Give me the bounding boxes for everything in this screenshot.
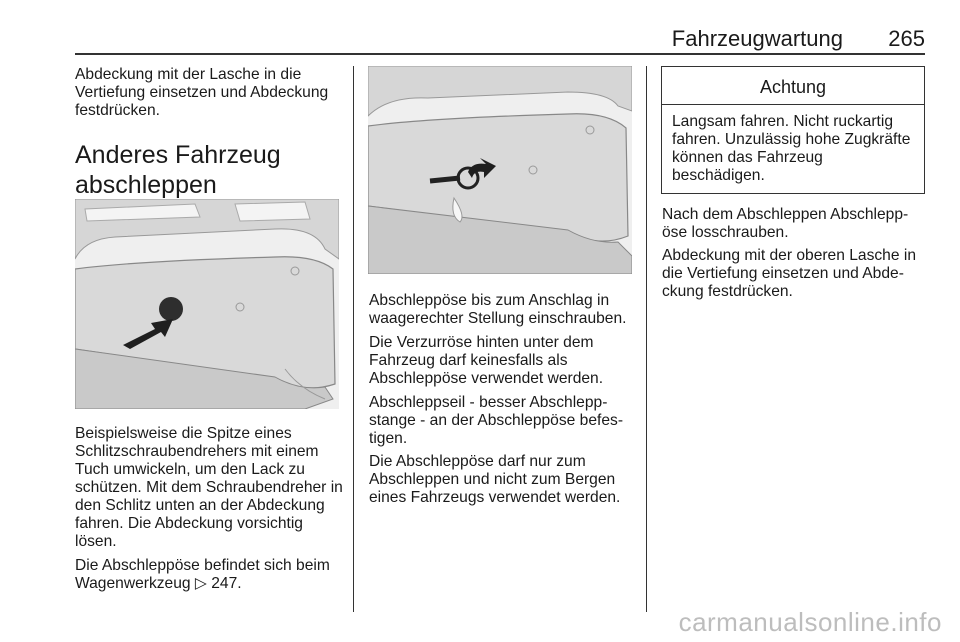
lashing-eye-warning-paragraph: Die Verzurröse hinten unter dem Fahrzeug darf keinesfalls als Abschleppöse verwendet werden.	[369, 334, 604, 387]
tool-location-text: Die Abschleppöse befindet sich beim Wagenwerkzeug	[75, 557, 330, 592]
tow-rope-paragraph: Abschleppseil - besser Abschleppstange - an der Abschleppöse befestigen.	[369, 394, 624, 447]
towing-eye-drawing	[368, 66, 632, 274]
column-divider-1	[353, 66, 354, 612]
caution-text: Langsam fahren. Nicht ruckartig fahren. Unzulässig hohe Zugkräfte können das Fahrzeug beschädigen.	[672, 113, 911, 184]
unscrew-paragraph: Nach dem Abschleppen Abschleppöse losschrauben.	[662, 206, 909, 241]
watermark: carmanualsonline.info	[678, 607, 942, 637]
column-divider-2	[646, 66, 647, 612]
page-reference-arrow-icon: ▷	[194, 575, 207, 592]
reinstall-cover-paragraph: Abdeckung mit der oberen Lasche in die Vertiefung einsetzen und Abdeckung festdrücken.	[662, 247, 916, 300]
intro-paragraph: Abdeckung mit der Lasche in die Vertiefung einsetzen und Abdeckung festdrücken.	[75, 66, 329, 119]
header-rule	[75, 53, 925, 55]
caution-box	[661, 66, 925, 194]
caution-title: Achtung	[662, 67, 924, 105]
car-rear-bumper-drawing	[75, 199, 339, 409]
towing-eye-illustration	[368, 66, 632, 274]
cover-removal-illustration	[75, 199, 339, 409]
tool-location-paragraph	[75, 557, 347, 593]
section-heading: Anderes Fahrzeug abschleppen	[75, 141, 281, 199]
page-reference-link[interactable]: 247.	[211, 575, 242, 592]
cover-removal-paragraph: Beispielsweise die Spitze eines Schlitzschraubendrehers mit einem Tuch umwickeln, um den Lack zu schützen. Mit dem Schraubendreher in den Schlitz unten an der Abdeckung fahren. Die Abdeckung vorsichtig lösen.	[75, 425, 343, 550]
screw-in-paragraph: Abschleppöse bis zum Anschlag in waagerechter Stellung einschrauben.	[369, 292, 627, 327]
section-title: Fahrzeugwartung	[671, 26, 843, 51]
page-header	[75, 26, 925, 56]
towing-only-paragraph: Die Abschleppöse darf nur zum Abschleppen und nicht zum Bergen eines Fahrzeugs verwendet werden.	[369, 453, 621, 506]
page-number: 265	[888, 26, 925, 51]
